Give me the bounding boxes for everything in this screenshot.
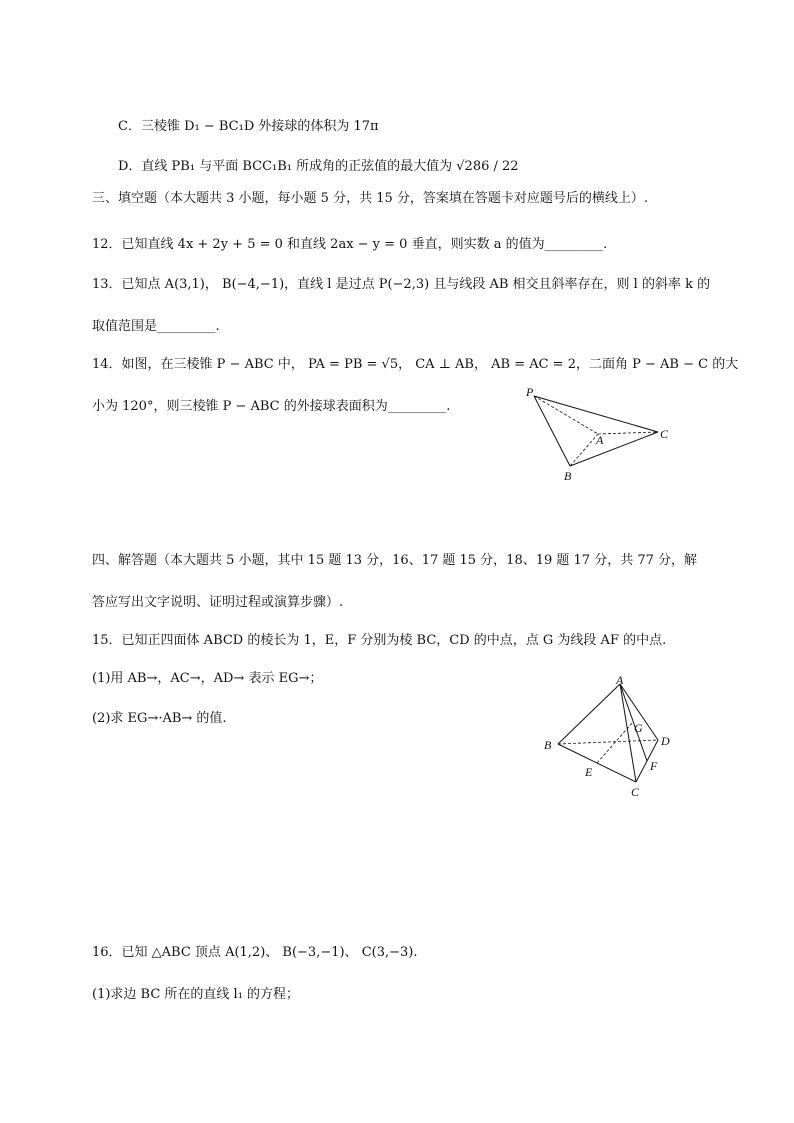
label-e: E: [585, 765, 593, 779]
question-16-part-1: (1)求边 BC 所在的直线 l₁ 的方程；: [92, 987, 300, 1002]
figure-15-tetrahedron: [540, 672, 680, 800]
question-15: 15．已知正四面体 ABCD 的棱长为 1，E，F 分别为棱 BC，CD 的中点，点 G 为线段 AF 的中点.: [92, 633, 667, 648]
question-12: 12．已知直线 4x + 2y + 5 = 0 和直线 2ax − y = 0 垂直，则实数 a 的值为_________.: [92, 237, 608, 252]
label-c: C: [660, 427, 669, 441]
question-13-line-1: 13．已知点 A(3,1)， B(−4,−1)，直线 l 是过点 P(−2,3) 且与线段 AB 相交且斜率存在，则 l 的斜率 k 的: [92, 277, 711, 292]
edge-ac: [598, 432, 658, 434]
edge-bd: [558, 740, 658, 744]
label-f: F: [650, 759, 658, 773]
label-b: B: [564, 469, 572, 483]
label-a: A: [616, 673, 624, 687]
label-p: P: [526, 385, 534, 399]
question-16: 16．已知 △ABC 顶点 A(1,2)、 B(−3,−1)、 C(3,−3).: [92, 945, 418, 960]
question-14-line-2: 小为 120°，则三棱锥 P − ABC 的外接球表面积为_________.: [92, 399, 451, 414]
label-a: A: [596, 433, 604, 447]
edge-ab: [558, 684, 620, 744]
label-b: B: [544, 738, 552, 752]
edge-pc: [534, 396, 658, 432]
edge-bc: [570, 432, 658, 466]
section-4-heading-line-2: 答应写出文字说明、证明过程或演算步骤）.: [92, 595, 344, 610]
question-15-part-2: (2)求 EG→·AB→ 的值.: [92, 711, 227, 726]
figure-14-tetrahedron: [520, 380, 700, 485]
label-d: D: [661, 734, 670, 748]
option-c: C．三棱锥 D₁ − BC₁D 外接球的体积为 17π: [118, 119, 379, 134]
segment-eg: [597, 722, 633, 763]
question-14-line-1: 14．如图，在三棱锥 P − ABC 中， PA = PB = √5， CA ⊥ AB， AB = AC = 2，二面角 P − AB − C 的大: [92, 357, 739, 372]
edge-ba: [570, 434, 598, 466]
label-g: G: [634, 721, 643, 735]
question-13-line-2: 取值范围是_________.: [92, 319, 220, 334]
question-15-part-1: (1)用 AB→，AC→，AD→ 表示 EG→；: [92, 671, 323, 686]
section-4-heading-line-1: 四、解答题（本大题共 5 小题，其中 15 题 13 分，16、17 题 15 分，18、19 题 17 分，共 77 分，解: [92, 553, 698, 568]
label-c: C: [631, 785, 640, 799]
option-d: D．直线 PB₁ 与平面 BCC₁B₁ 所成角的正弦值的最大值为 √286 / 22: [118, 159, 519, 174]
section-3-heading: 三、填空题（本大题共 3 小题，每小题 5 分，共 15 分，答案填在答题卡对应题号后的横线上）.: [92, 191, 649, 206]
